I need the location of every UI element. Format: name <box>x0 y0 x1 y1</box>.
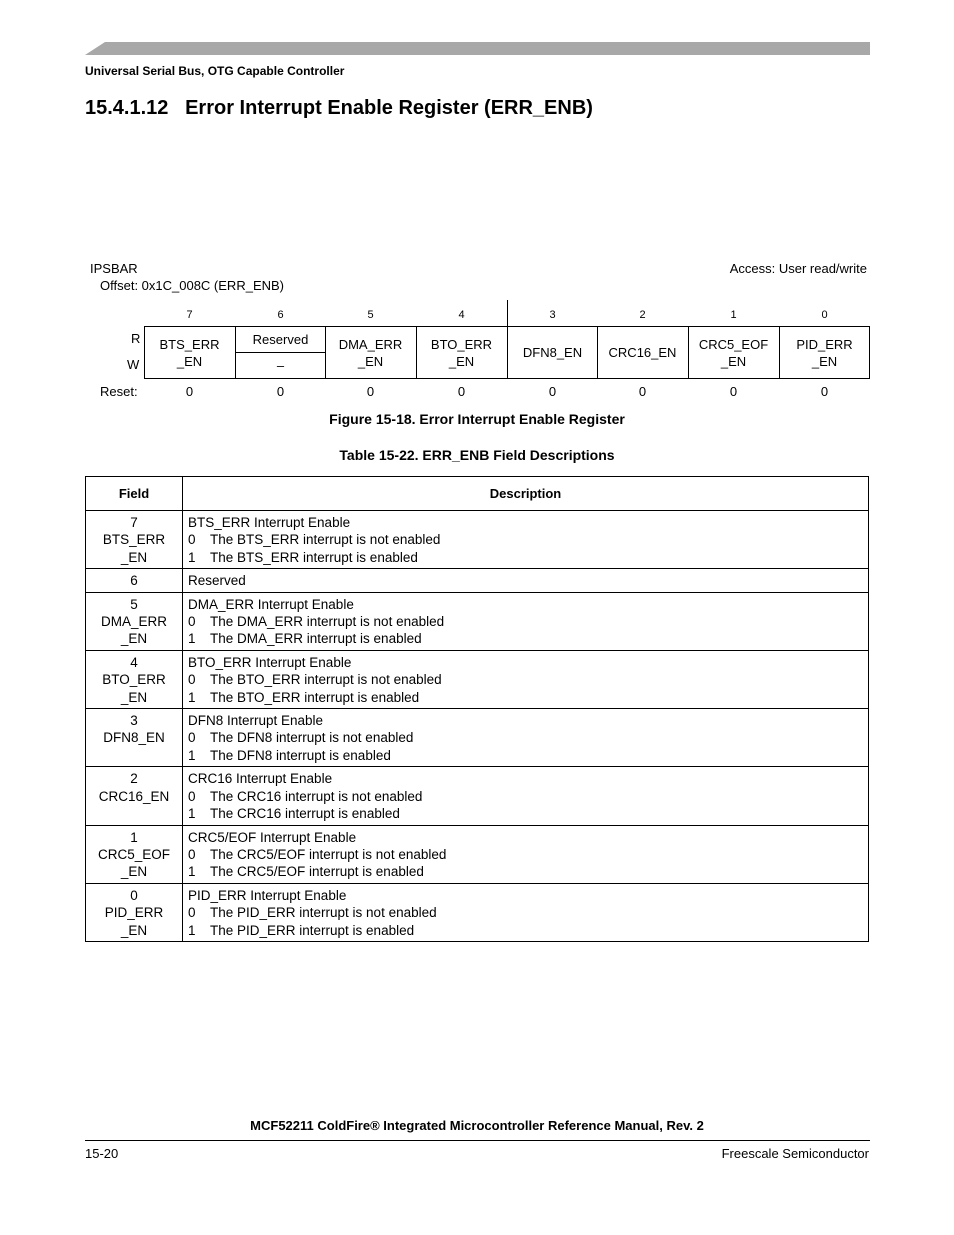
register-field-reserved-read: Reserved <box>252 332 309 347</box>
bit-number: 6 <box>277 309 284 321</box>
value-number: 0 <box>188 614 196 630</box>
field-name-line: CRC5_EOF <box>97 846 170 862</box>
table-row <box>86 511 869 569</box>
value-line <box>188 729 864 746</box>
value-line <box>188 531 864 548</box>
field-bit-number: 0 <box>130 887 138 903</box>
register-ipsbar-label: IPSBAR <box>90 261 138 276</box>
register-field-reserved-write: – <box>276 358 285 373</box>
value-number: 1 <box>188 689 196 705</box>
column-header-field: Field <box>86 477 183 511</box>
register-access: Access: User read/write <box>729 261 867 276</box>
description-cell <box>183 592 869 650</box>
value-number: 1 <box>188 549 196 565</box>
company-name: Freescale Semiconductor <box>721 1146 869 1161</box>
field-name-line: DFN8_EN <box>103 730 165 746</box>
value-line <box>188 805 864 822</box>
reset-value: 0 <box>820 384 829 399</box>
value-number: 0 <box>188 905 196 921</box>
field-cell <box>86 825 183 883</box>
read-row-label: R <box>131 331 141 346</box>
value-line <box>188 671 864 688</box>
field-bit-number: 5 <box>130 596 138 612</box>
bit-number: 1 <box>730 309 737 321</box>
value-number: 0 <box>188 788 196 804</box>
value-number: 1 <box>188 922 196 938</box>
value-text: The CRC16 interrupt is not enabled <box>210 788 423 804</box>
value-number: 1 <box>188 864 196 880</box>
field-bit-number: 3 <box>130 713 138 729</box>
value-line <box>188 689 864 706</box>
value-text: The DFN8 interrupt is enabled <box>210 747 391 763</box>
register-field-bts-err-en: BTS_ERR _EN <box>159 336 220 369</box>
value-line <box>188 549 864 566</box>
write-row-label: W <box>127 357 140 372</box>
table-caption: Table 15-22. ERR_ENB Field Descriptions <box>339 447 615 463</box>
value-text: The BTO_ERR interrupt is enabled <box>210 689 420 705</box>
register-field-dma-err-en: DMA_ERR _EN <box>338 336 403 369</box>
bit-number: 4 <box>458 309 465 321</box>
table-row <box>86 569 869 592</box>
field-cell <box>86 650 183 708</box>
value-text: The BTO_ERR interrupt is not enabled <box>210 672 442 688</box>
reset-value: 0 <box>366 384 375 399</box>
table-row <box>86 709 869 767</box>
field-cell <box>86 709 183 767</box>
reset-label: Reset: <box>100 384 138 399</box>
value-text: The CRC16 interrupt is enabled <box>210 806 400 822</box>
value-text: The BTS_ERR interrupt is not enabled <box>210 532 441 548</box>
description-cell <box>183 883 869 941</box>
value-text: The DMA_ERR interrupt is enabled <box>210 631 422 647</box>
field-name-line: CRC16_EN <box>98 788 170 804</box>
field-bit-number: 4 <box>130 654 138 670</box>
description-cell <box>183 825 869 883</box>
description-title: PID_ERR Interrupt Enable <box>188 887 347 903</box>
table-row <box>86 825 869 883</box>
register-field-crc16-en: CRC16_EN <box>608 345 677 360</box>
value-text: The PID_ERR interrupt is not enabled <box>210 905 437 921</box>
field-name-line: DMA_ERR <box>100 614 167 630</box>
value-text: The BTS_ERR interrupt is enabled <box>210 549 418 565</box>
register-field-pid-err-en: PID_ERR _EN <box>796 336 853 369</box>
register-field-crc5-eof-en: CRC5_EOF _EN <box>698 336 769 369</box>
reset-value: 0 <box>457 384 466 399</box>
value-line <box>188 922 864 939</box>
description-cell <box>183 569 869 592</box>
value-text: The CRC5/EOF interrupt is not enabled <box>210 846 447 862</box>
header-bar <box>85 42 870 55</box>
field-name-line: _EN <box>120 689 148 705</box>
field-name-line: _EN <box>120 631 148 647</box>
figure-caption: Figure 15-18. Error Interrupt Enable Register <box>329 411 625 427</box>
value-number: 1 <box>188 631 196 647</box>
description-title: CRC16 Interrupt Enable <box>188 771 333 787</box>
field-bit-number: 7 <box>130 515 138 530</box>
reset-value: 0 <box>185 384 194 399</box>
value-number: 0 <box>188 532 196 548</box>
description-title: BTS_ERR Interrupt Enable <box>188 515 351 530</box>
value-line <box>188 788 864 805</box>
bit-number: 5 <box>367 309 374 321</box>
register-field-dfn8-en: DFN8_EN <box>522 345 583 360</box>
value-line <box>188 863 864 880</box>
table-body <box>86 511 869 942</box>
field-name-line: _EN <box>120 922 148 938</box>
value-number: 1 <box>188 747 196 763</box>
value-line <box>188 904 864 921</box>
register-offset: Offset: 0x1C_008C (ERR_ENB) <box>100 278 284 293</box>
description-title: DMA_ERR Interrupt Enable <box>188 596 354 612</box>
value-line <box>188 613 864 630</box>
value-line <box>188 747 864 764</box>
value-line <box>188 846 864 863</box>
table-row <box>86 592 869 650</box>
reset-value: 0 <box>548 384 557 399</box>
value-line <box>188 630 864 647</box>
value-text: The DFN8 interrupt is not enabled <box>210 730 414 746</box>
field-name-line: BTO_ERR <box>102 672 166 688</box>
field-cell <box>86 569 183 592</box>
field-name-line: BTS_ERR <box>102 532 166 548</box>
description-title: Reserved <box>188 573 246 589</box>
running-head: Universal Serial Bus, OTG Capable Controller <box>85 64 345 78</box>
field-bit-number: 1 <box>130 829 138 845</box>
value-number: 0 <box>188 730 196 746</box>
description-cell <box>183 650 869 708</box>
field-name-line: PID_ERR <box>104 905 164 921</box>
bit-number: 3 <box>549 309 556 321</box>
field-cell <box>86 767 183 825</box>
reset-value: 0 <box>729 384 738 399</box>
table-header-row <box>86 477 869 511</box>
field-bit-number: 6 <box>130 573 138 589</box>
reset-value: 0 <box>638 384 647 399</box>
description-title: CRC5/EOF Interrupt Enable <box>188 829 357 845</box>
value-number: 0 <box>188 672 196 688</box>
section-title <box>85 97 593 120</box>
table-row <box>86 767 869 825</box>
description-title: BTO_ERR Interrupt Enable <box>188 654 352 670</box>
description-cell <box>183 511 869 569</box>
field-name-line: _EN <box>120 864 148 880</box>
field-name-line: _EN <box>120 549 148 565</box>
table-row <box>86 650 869 708</box>
value-number: 0 <box>188 846 196 862</box>
field-bit-number: 2 <box>130 771 138 787</box>
description-cell <box>183 709 869 767</box>
section-title-text: Error Interrupt Enable Register (ERR_ENB) <box>185 97 593 119</box>
description-title: DFN8 Interrupt Enable <box>188 713 324 729</box>
page-number: 15-20 <box>85 1146 119 1161</box>
value-text: The CRC5/EOF interrupt is enabled <box>210 864 424 880</box>
value-text: The DMA_ERR interrupt is not enabled <box>210 614 445 630</box>
bit-number: 7 <box>186 309 193 321</box>
reset-value: 0 <box>276 384 285 399</box>
field-cell <box>86 883 183 941</box>
table-row <box>86 883 869 941</box>
field-cell <box>86 511 183 569</box>
value-text: The PID_ERR interrupt is enabled <box>210 922 415 938</box>
column-header-description: Description <box>183 477 869 511</box>
footer-manual-title: MCF52211 ColdFire® Integrated Microcontroller Reference Manual, Rev. 2 <box>250 1118 704 1133</box>
value-number: 1 <box>188 806 196 822</box>
field-description-table <box>85 476 869 942</box>
section-number: 15.4.1.12 <box>85 97 169 119</box>
bit-number: 2 <box>639 309 646 321</box>
footer-divider <box>85 1140 870 1141</box>
field-cell <box>86 592 183 650</box>
register-field-bto-err-en: BTO_ERR _EN <box>430 336 493 369</box>
description-cell <box>183 767 869 825</box>
bit-number: 0 <box>821 309 828 321</box>
